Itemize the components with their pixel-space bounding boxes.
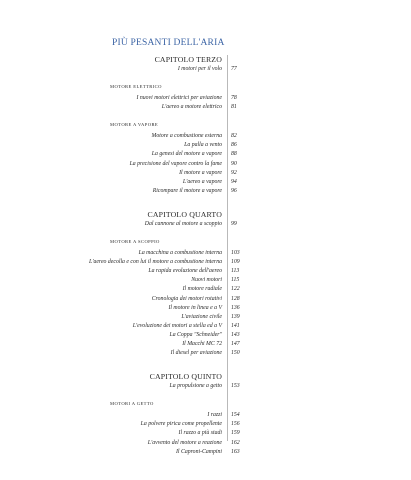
page-number: 78 bbox=[231, 95, 237, 102]
chapter-heading bbox=[0, 372, 411, 383]
page-number: 159 bbox=[231, 430, 240, 437]
page-number: 143 bbox=[231, 331, 240, 338]
page-number: 141 bbox=[231, 322, 240, 329]
page-number: 77 bbox=[231, 66, 237, 72]
entry-title: Il motore in linea e a V bbox=[168, 304, 222, 311]
toc-entry bbox=[0, 259, 411, 268]
section-heading bbox=[0, 121, 411, 130]
entry-title: Il diesel per aviazione bbox=[170, 350, 222, 357]
entry-title: La macchina a combustione interna bbox=[138, 250, 222, 257]
toc-entry bbox=[0, 412, 411, 421]
page-number: 86 bbox=[231, 142, 237, 149]
toc-entry bbox=[0, 133, 411, 142]
toc-entry bbox=[0, 305, 411, 314]
page-number: 122 bbox=[231, 286, 240, 293]
toc-entry bbox=[0, 332, 411, 341]
page-number: 82 bbox=[231, 133, 237, 140]
section-heading bbox=[0, 238, 411, 247]
page-number: 128 bbox=[231, 295, 240, 302]
section-label: MOTORI A GETTO bbox=[110, 401, 154, 407]
chapter-label: CAPITOLO QUARTO bbox=[147, 209, 222, 219]
entry-title: Cronologia dei motori rotativi bbox=[151, 295, 222, 302]
toc-entry bbox=[0, 383, 411, 392]
page-number: 136 bbox=[231, 304, 240, 311]
page-number: 103 bbox=[231, 250, 240, 257]
toc-entry bbox=[0, 268, 411, 277]
page-number: 113 bbox=[231, 268, 240, 275]
entry-title: La rapida evoluzione dell'aereo bbox=[148, 268, 222, 275]
entry-title: I motori per il volo bbox=[177, 66, 222, 72]
entry-title: I razzi bbox=[207, 412, 222, 419]
entry-title: Il motore radiale bbox=[182, 286, 222, 293]
entry-title: Dal cannone al motore a scoppio bbox=[144, 220, 222, 227]
page-number: 150 bbox=[231, 350, 240, 357]
toc-entry bbox=[0, 151, 411, 160]
toc-entry bbox=[0, 449, 411, 458]
page-number: 94 bbox=[231, 178, 237, 185]
entry-title: L'evoluzione dei motori a stella ed a V bbox=[132, 322, 222, 329]
toc-entry bbox=[0, 314, 411, 323]
entry-title: L'aereo a motore elettrico bbox=[161, 104, 222, 111]
entry-title: Ricompare il motore a vapore bbox=[152, 187, 222, 194]
table-of-contents bbox=[0, 55, 411, 458]
page-number: 156 bbox=[231, 421, 240, 428]
chapter-label: CAPITOLO TERZO bbox=[154, 55, 222, 64]
entry-title: La precisione del vapore contro la fame bbox=[129, 160, 222, 167]
page-number: 90 bbox=[231, 160, 237, 167]
toc-entry bbox=[0, 170, 411, 179]
toc-entry bbox=[0, 341, 411, 350]
page-title: PIÙ PESANTI DELL'ARIA bbox=[112, 38, 225, 48]
toc-entry bbox=[0, 286, 411, 295]
entry-title: Il razzo a più stadi bbox=[178, 430, 222, 437]
page-number: 163 bbox=[231, 448, 240, 455]
section-label: MOTORE ELETTRICO bbox=[110, 84, 162, 90]
page-number: 81 bbox=[231, 104, 237, 111]
toc-entry bbox=[0, 95, 411, 104]
chapter-label: CAPITOLO QUINTO bbox=[149, 372, 222, 382]
entry-title: I nuovi motori elettrici per aviazione bbox=[136, 95, 222, 102]
section-heading bbox=[0, 400, 411, 409]
entry-title: L'aereo decolla e con lui il motore a combustione interna bbox=[89, 259, 222, 266]
entry-title: La genesi del motore a vapore bbox=[151, 151, 222, 158]
toc-entry bbox=[0, 66, 411, 75]
page-number: 153 bbox=[231, 383, 240, 390]
toc-entry bbox=[0, 179, 411, 188]
entry-title: Nuovi motori bbox=[191, 277, 222, 284]
toc-entry bbox=[0, 188, 411, 197]
entry-title: L'aereo a vapore bbox=[182, 178, 222, 185]
section-label: MOTORE A SCOPPIO bbox=[110, 239, 160, 245]
toc-entry bbox=[0, 142, 411, 151]
page-number: 88 bbox=[231, 151, 237, 158]
entry-title: L'aviazione civile bbox=[181, 313, 222, 320]
entry-title: Il motore a vapore bbox=[179, 169, 222, 176]
page-number: 139 bbox=[231, 313, 240, 320]
page-number: 162 bbox=[231, 439, 240, 446]
entry-title: La propulsione a getto bbox=[169, 383, 222, 390]
page-number: 109 bbox=[231, 259, 240, 266]
toc-entry bbox=[0, 221, 411, 230]
toc-entry bbox=[0, 161, 411, 170]
entry-title: Il Macchi MC 72 bbox=[182, 340, 222, 347]
toc-entry bbox=[0, 421, 411, 430]
page-number: 99 bbox=[231, 220, 237, 227]
toc-entry bbox=[0, 440, 411, 449]
section-heading bbox=[0, 83, 411, 92]
page-number: 92 bbox=[231, 169, 237, 176]
toc-entry bbox=[0, 277, 411, 286]
page-number: 147 bbox=[231, 340, 240, 347]
entry-title: Il Caproni-Campini bbox=[175, 448, 222, 455]
entry-title: La Coppa "Schneider" bbox=[169, 331, 222, 338]
entry-title: Motore a combustione esterna bbox=[151, 133, 222, 140]
section-label: MOTORE A VAPORE bbox=[110, 122, 159, 128]
entry-title: La palla a vento bbox=[184, 142, 222, 149]
toc-entry bbox=[0, 323, 411, 332]
toc-entry bbox=[0, 250, 411, 259]
chapter-heading bbox=[0, 210, 411, 221]
entry-title: La polvere pirica come propellente bbox=[140, 421, 222, 428]
toc-entry bbox=[0, 350, 411, 359]
page-number: 96 bbox=[231, 187, 237, 194]
toc-entry bbox=[0, 430, 411, 439]
toc-entry bbox=[0, 104, 411, 113]
entry-title: L'avvento del motore a reazione bbox=[147, 439, 222, 446]
chapter-heading bbox=[0, 55, 411, 66]
toc-entry bbox=[0, 296, 411, 305]
page-number: 115 bbox=[231, 277, 240, 284]
page-number: 154 bbox=[231, 412, 240, 419]
